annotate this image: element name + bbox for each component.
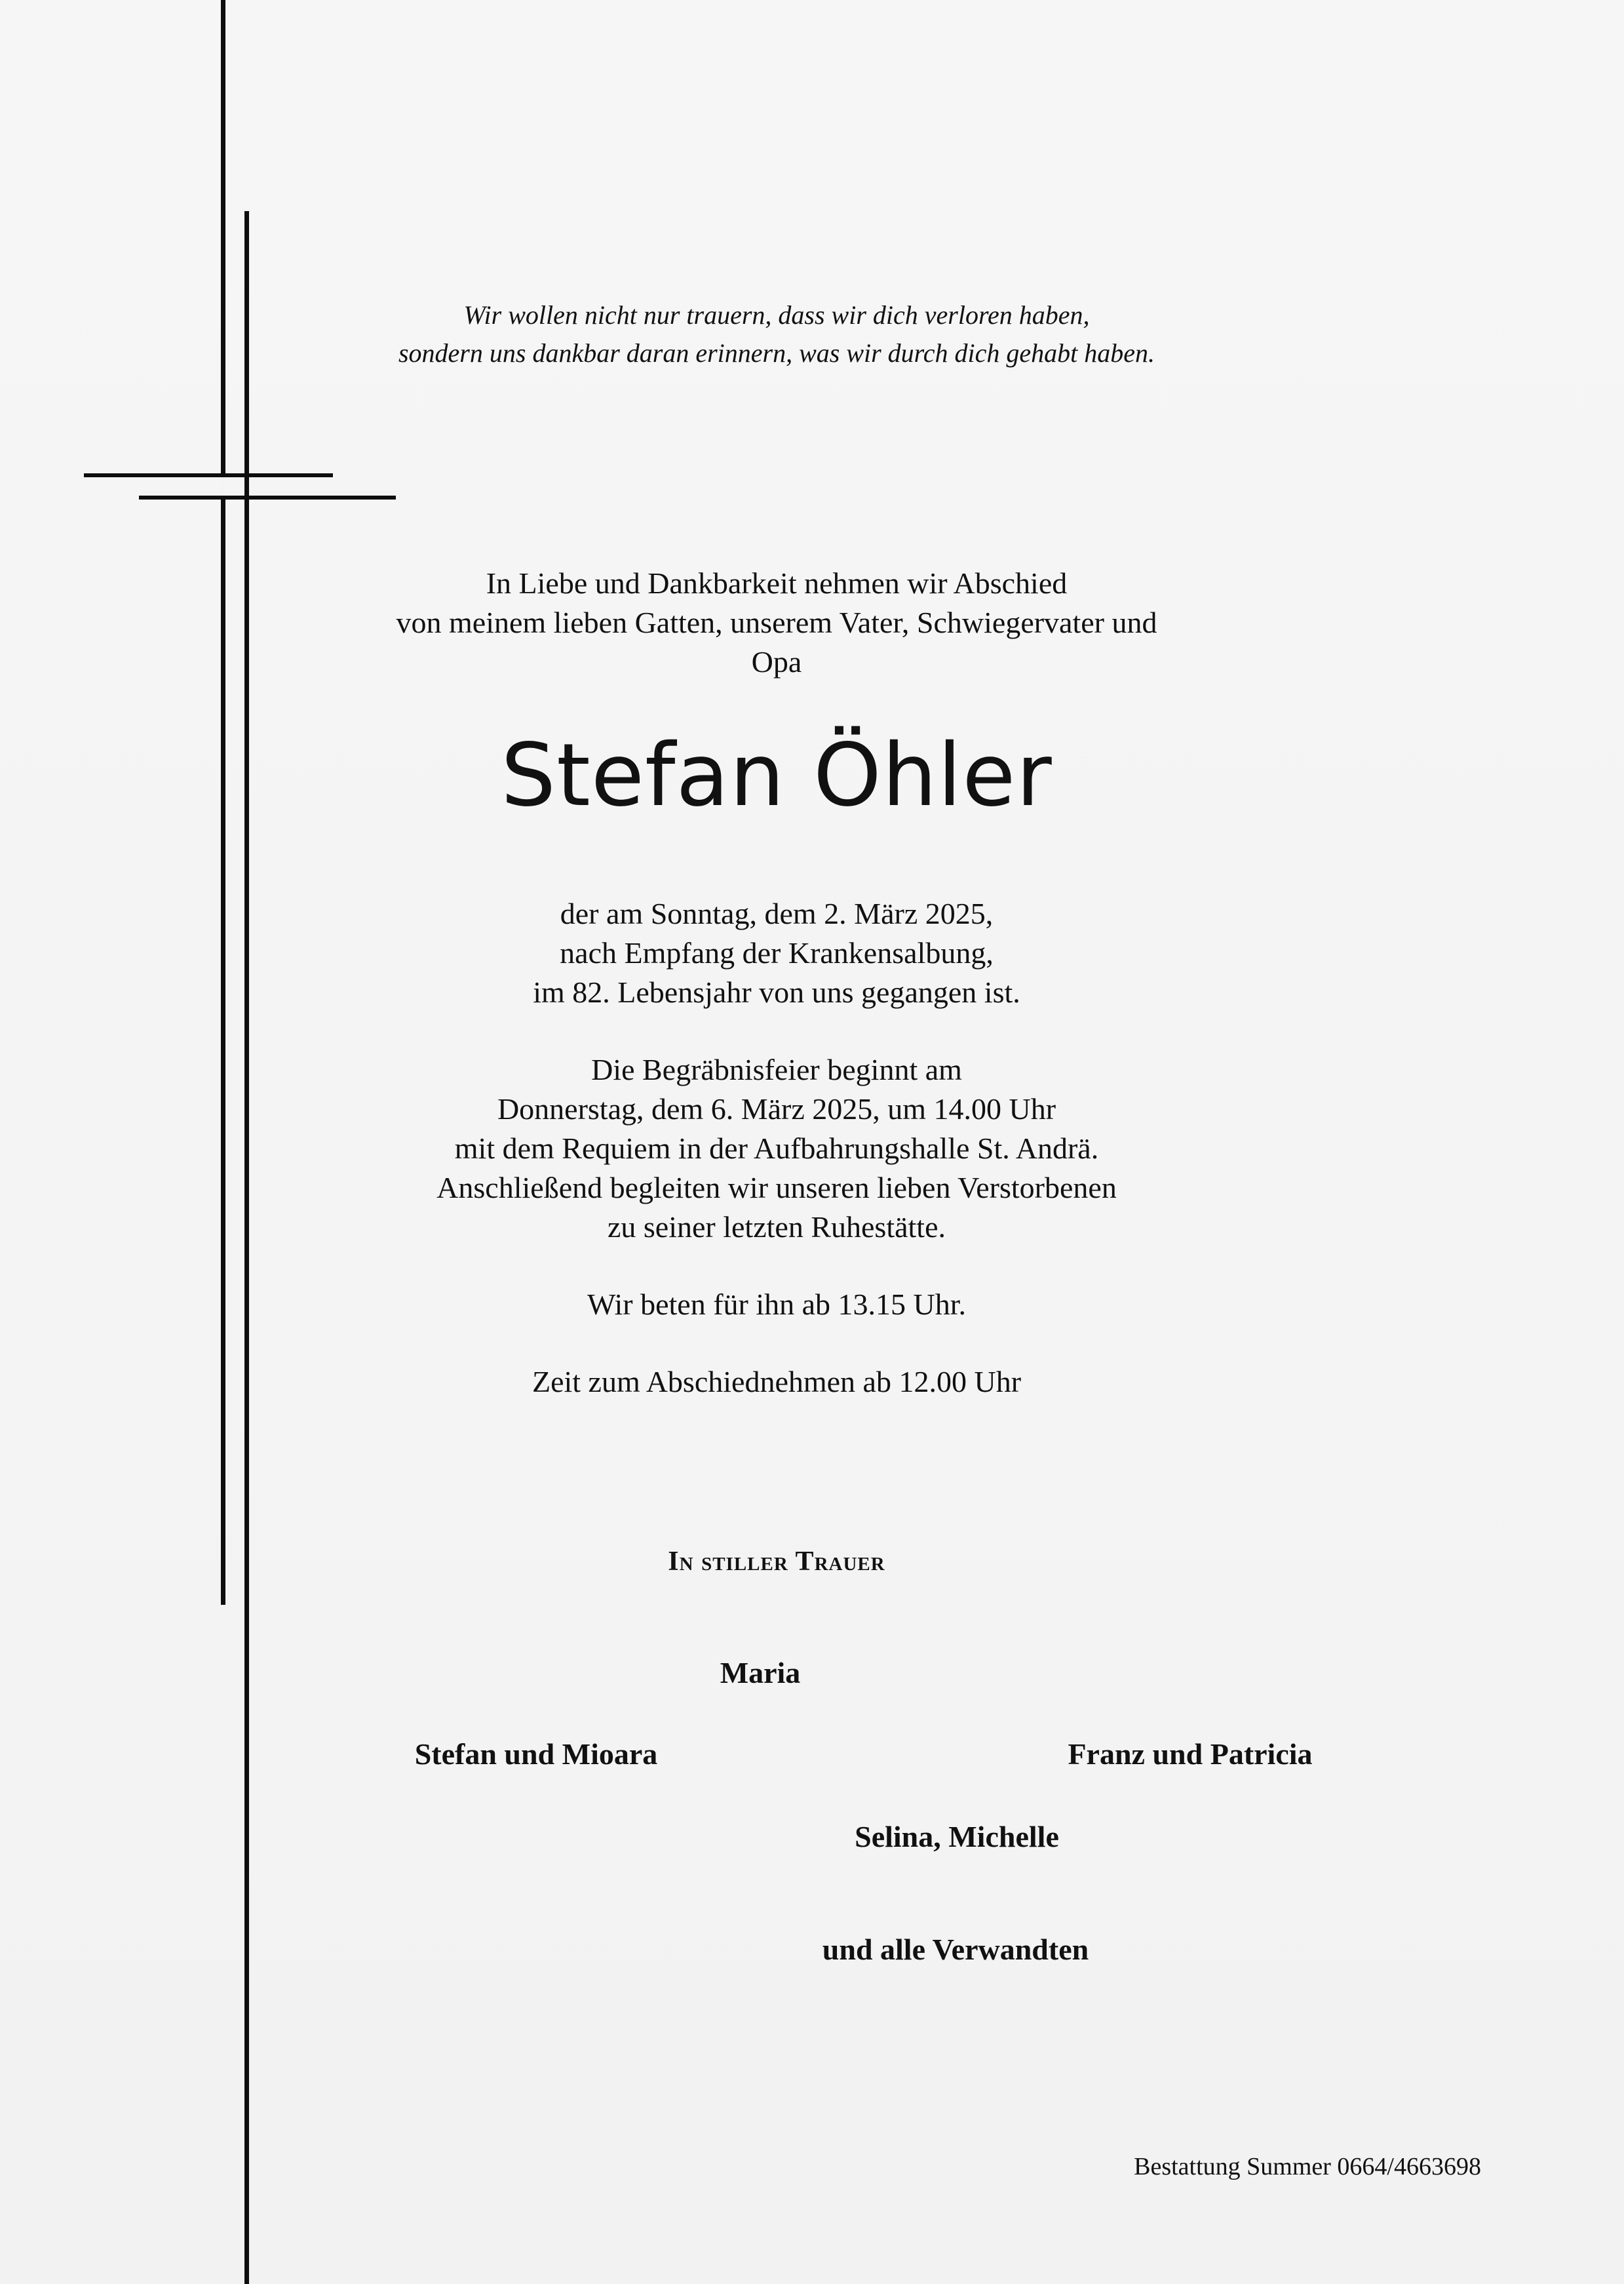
cross-upper-bar bbox=[84, 473, 333, 477]
cross-gap-mask-left bbox=[221, 477, 225, 496]
cross-right-vertical bbox=[244, 211, 249, 2284]
farewell-time: Zeit zum Abschiednehmen ab 12.00 Uhr bbox=[532, 1365, 1022, 1398]
death-notice bbox=[393, 894, 1160, 1012]
mourner-child-1: Stefan und Mioara bbox=[414, 1737, 658, 1771]
death-notice-line-3: im 82. Lebensjahr von uns gegangen ist. bbox=[533, 975, 1020, 1009]
motto-quote bbox=[393, 296, 1160, 372]
death-notice-line-1: der am Sonntag, dem 2. März 2025, bbox=[560, 897, 994, 930]
funeral-line-4: Anschließend begleiten wir unseren lieben Verstorbenen bbox=[436, 1171, 1117, 1204]
mourner-child-2: Franz und Patricia bbox=[1068, 1737, 1313, 1771]
intro-line-2: von meinem lieben Gatten, unserem Vater, Schwiegervater und Opa bbox=[396, 606, 1157, 679]
cross-left-vertical bbox=[221, 0, 225, 1605]
motto-line-2: sondern uns dankbar daran erinnern, was wir durch dich gehabt haben. bbox=[398, 338, 1155, 368]
deceased-name: Stefan Öhler bbox=[501, 725, 1053, 826]
funeral-info bbox=[393, 1050, 1160, 1247]
funeral-home-contact: Bestattung Summer 0664/4663698 bbox=[1134, 2153, 1481, 2180]
death-notice-line-2: nach Empfang der Krankensalbung, bbox=[560, 936, 994, 970]
prayer-time: Wir beten für ihn ab 13.15 Uhr. bbox=[587, 1288, 967, 1321]
motto-line-1: Wir wollen nicht nur trauern, dass wir dich verloren haben, bbox=[463, 300, 1090, 330]
intro-text bbox=[393, 564, 1160, 682]
cross-lower-bar bbox=[139, 496, 396, 500]
mourner-relatives: und alle Verwandten bbox=[822, 1933, 1089, 1966]
mourner-grandchildren: Selina, Michelle bbox=[855, 1820, 1059, 1853]
mourners-title: In stiller Trauer bbox=[668, 1546, 885, 1577]
mourner-spouse: Maria bbox=[720, 1656, 801, 1689]
funeral-line-2: Donnerstag, dem 6. März 2025, um 14.00 Uhr bbox=[497, 1092, 1056, 1126]
funeral-line-5: zu seiner letzten Ruhestätte. bbox=[607, 1210, 946, 1244]
intro-line-1: In Liebe und Dankbarkeit nehmen wir Abschied bbox=[486, 566, 1068, 600]
funeral-line-3: mit dem Requiem in der Aufbahrungshalle St. Andrä. bbox=[454, 1132, 1099, 1165]
notice-details bbox=[393, 894, 1160, 1402]
funeral-line-1: Die Begräbnisfeier beginnt am bbox=[591, 1053, 962, 1086]
